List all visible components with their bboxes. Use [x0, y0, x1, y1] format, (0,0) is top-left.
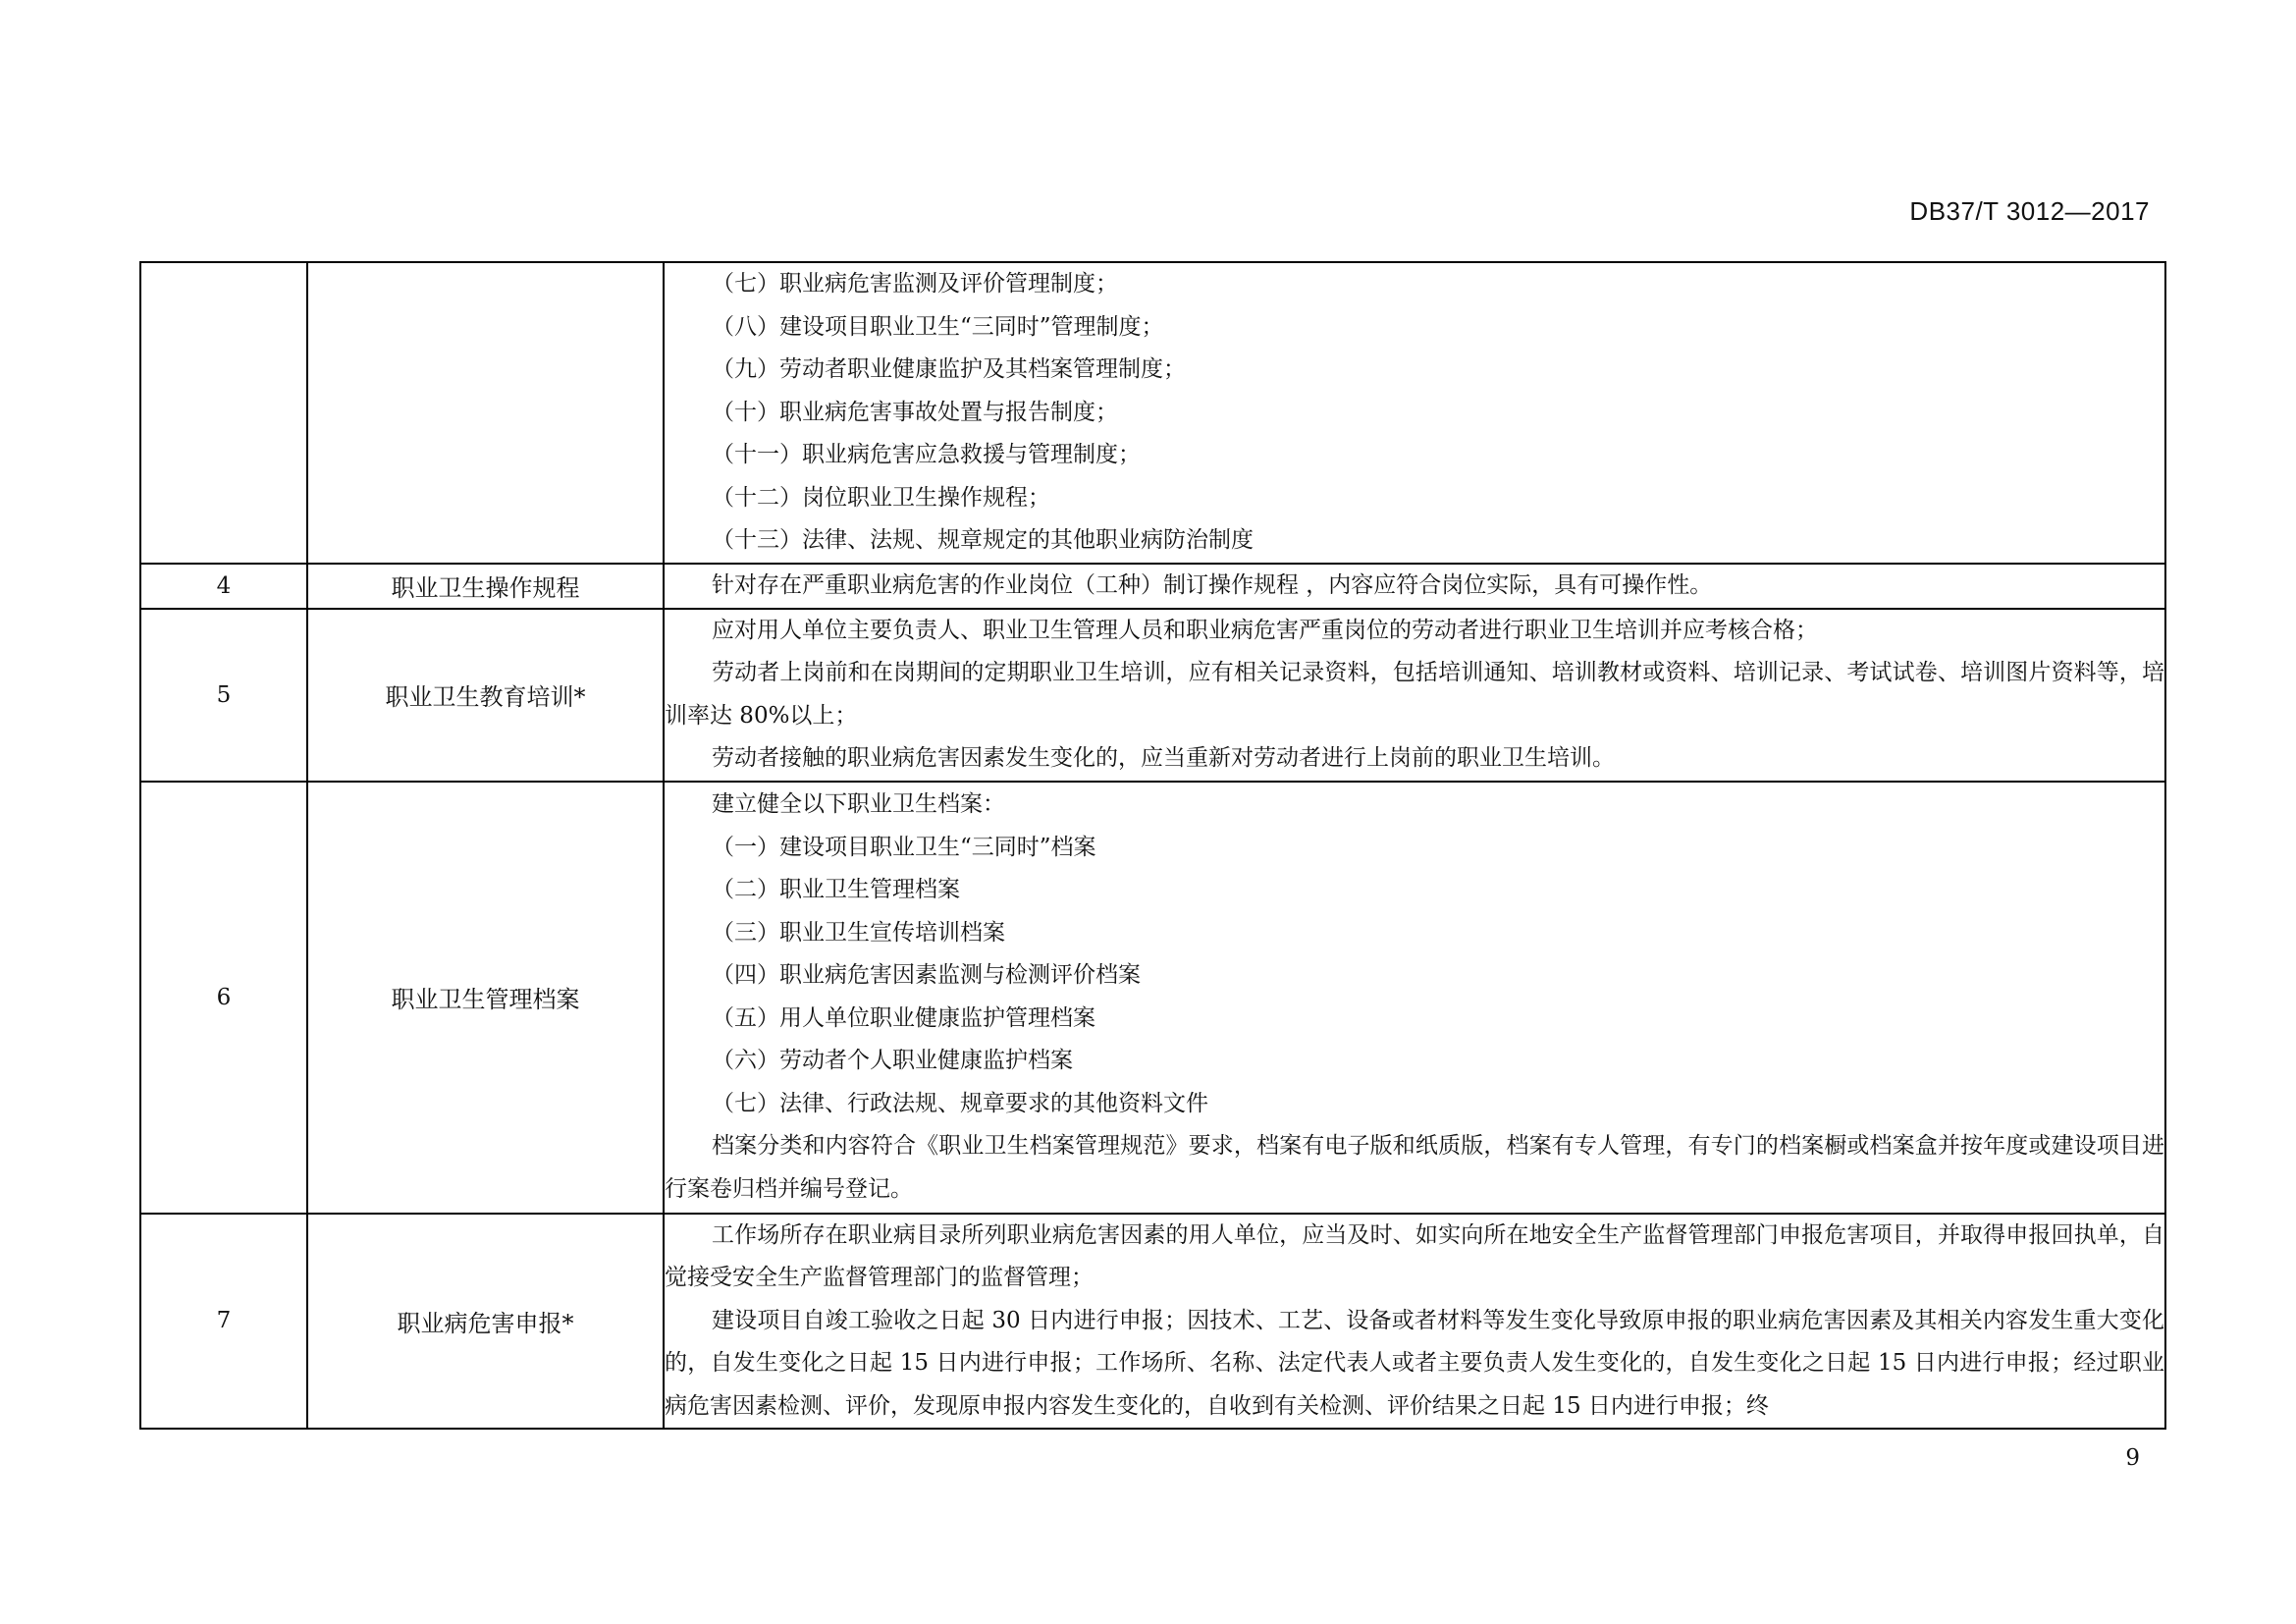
item-number	[140, 262, 307, 564]
item-name: 职业卫生管理档案	[307, 782, 664, 1214]
item-number: 5	[140, 609, 307, 782]
content-line: （七）职业病危害监测及评价管理制度；	[712, 271, 1118, 298]
table-row	[140, 1214, 2165, 1430]
table-row	[140, 262, 2165, 564]
item-number: 6	[140, 782, 307, 1214]
item-name: 职业卫生操作规程	[307, 564, 664, 609]
content-paragraph: 建设项目自竣工验收之日起 30 日内进行申报；因技术、工艺、设备或者材料等发生变化导致原申报的职业病危害因素及其相关内容发生重大变化的，自发生变化之日起 15 日内进行申报；工作场所、名称、法定代表人或者主要负责人发生变化的，自发生变化之日起 15 日内进行申报；经过职业病危害因素检测、评价，发现原申报内容发生变化的，自收到有关检测、评价结果之日起 15 日内进行申报；终	[665, 1307, 2164, 1419]
content-line: （十）职业病危害事故处置与报告制度；	[712, 399, 1118, 425]
content-paragraph: 应对用人单位主要负责人、职业卫生管理人员和职业病危害严重岗位的劳动者进行职业卫生培训并应考核合格；	[712, 617, 1818, 643]
item-name: 职业卫生教育培训*	[307, 609, 664, 782]
content-line: （六）劳动者个人职业健康监护档案	[712, 1048, 1073, 1073]
item-name	[307, 262, 664, 564]
content-line: （十一）职业病危害应急救援与管理制度；	[712, 442, 1141, 468]
content-line: （三）职业卫生宣传培训档案	[712, 919, 1005, 946]
content-line: （七）法律、行政法规、规章要求的其他资料文件	[712, 1090, 1208, 1116]
content-line: （十三）法律、法规、规章规定的其他职业病防治制度	[712, 527, 1254, 554]
content-line: （五）用人单位职业健康监护管理档案	[712, 1004, 1095, 1031]
item-content	[664, 262, 2165, 564]
table-row	[140, 609, 2165, 782]
item-number: 7	[140, 1214, 307, 1430]
content-line: 建立健全以下职业卫生档案：	[712, 791, 1005, 817]
item-content	[664, 609, 2165, 782]
table-row	[140, 564, 2165, 609]
content-paragraph: 档案分类和内容符合《职业卫生档案管理规范》要求，档案有电子版和纸质版，档案有专人管理，有专门的档案橱或档案盒并按年度或建设项目进行案卷归档并编号登记。	[665, 1133, 2164, 1202]
content-line: 针对存在严重职业病危害的作业岗位（工种）制订操作规程 ，内容应符合岗位实际，具有可操作性。	[712, 572, 1713, 598]
content-line: （四）职业病危害因素监测与检测评价档案	[712, 962, 1141, 988]
item-name: 职业病危害申报*	[307, 1214, 664, 1430]
content-line: （九）劳动者职业健康监护及其档案管理制度；	[712, 356, 1186, 383]
item-number: 4	[140, 564, 307, 609]
page-number: 9	[2125, 1445, 2140, 1471]
content-paragraph: 劳动者上岗前和在岗期间的定期职业卫生培训，应有相关记录资料，包括培训通知、培训教材或资料、培训记录、考试试卷、培训图片资料等，培训率达 80%以上；	[665, 660, 2164, 729]
requirements-table	[139, 261, 2166, 1430]
content-line: （二）职业卫生管理档案	[712, 877, 960, 902]
item-content	[664, 1214, 2165, 1430]
content-line: （十二）岗位职业卫生操作规程；	[712, 484, 1050, 511]
content-line: （一）建设项目职业卫生“三同时”档案	[712, 834, 1096, 860]
content-line: （八）建设项目职业卫生“三同时”管理制度；	[712, 313, 1164, 340]
item-content	[664, 564, 2165, 609]
table-row	[140, 782, 2165, 1214]
document-code: DB37/T 3012—2017	[1909, 196, 2150, 226]
item-content	[664, 782, 2165, 1214]
content-paragraph: 劳动者接触的职业病危害因素发生变化的，应当重新对劳动者进行上岗前的职业卫生培训。	[712, 745, 1615, 771]
content-paragraph: 工作场所存在职业病目录所列职业病危害因素的用人单位，应当及时、如实向所在地安全生产监督管理部门申报危害项目，并取得申报回执单，自觉接受安全生产监督管理部门的监督管理；	[665, 1221, 2164, 1290]
